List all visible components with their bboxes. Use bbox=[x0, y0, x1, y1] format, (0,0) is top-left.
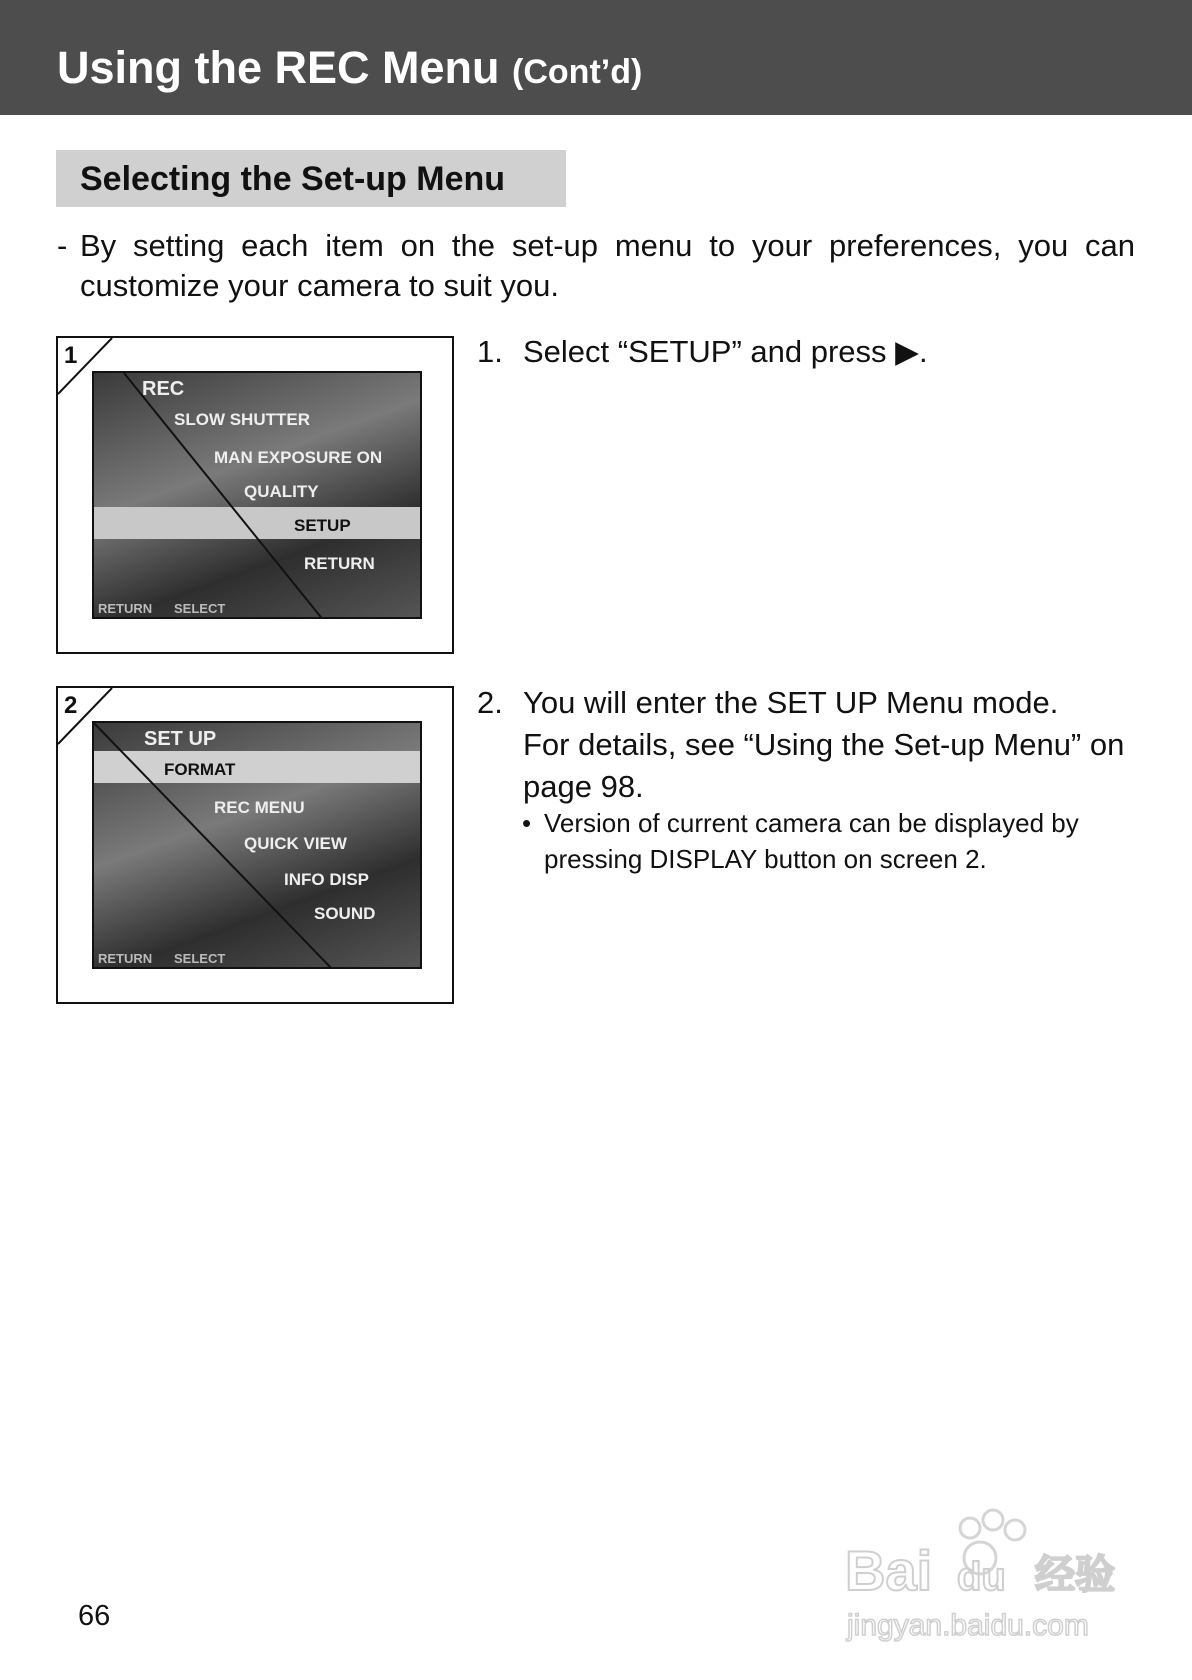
menu-title: SET UP bbox=[144, 728, 217, 750]
menu-item: INFO DISP bbox=[284, 870, 370, 889]
figure-number: 2 bbox=[64, 692, 78, 719]
svg-text:jingyan.baidu.com: jingyan.baidu.com bbox=[847, 1609, 1089, 1642]
figure-1 bbox=[56, 336, 454, 654]
menu-item: MAN EXPOSURE ON bbox=[214, 448, 383, 467]
menu-item-selected: SETUP bbox=[294, 516, 351, 535]
menu-item: QUALITY bbox=[244, 482, 319, 501]
figure-number: 1 bbox=[64, 342, 78, 369]
svg-text:经验: 经验 bbox=[1035, 1552, 1115, 1598]
menu-item: SLOW SHUTTER bbox=[174, 410, 310, 429]
selected-row-highlight bbox=[94, 507, 422, 539]
step-text: For details, see “Using the Set-up Menu” on bbox=[523, 727, 1125, 762]
step-1 bbox=[477, 331, 928, 373]
footer-label: RETURN bbox=[98, 601, 153, 616]
menu-title: REC bbox=[142, 378, 185, 400]
camera-screen-rec-menu bbox=[92, 371, 422, 619]
page-title bbox=[57, 42, 642, 94]
title-text: Using the REC Menu bbox=[57, 42, 500, 93]
bullet-mark: • bbox=[522, 808, 532, 838]
step-2 bbox=[477, 682, 1124, 808]
section-title: Selecting the Set-up Menu bbox=[80, 160, 506, 198]
section-heading bbox=[56, 150, 566, 207]
bullet-text: pressing DISPLAY button on screen 2. bbox=[544, 844, 987, 874]
step-text: Select “SETUP” and press ▶. bbox=[523, 334, 928, 369]
step-text: You will enter the SET UP Menu mode. bbox=[523, 685, 1059, 720]
svg-text:Bai: Bai bbox=[845, 1539, 933, 1602]
footer-label: SELECT bbox=[174, 601, 226, 616]
menu-item: SOUND bbox=[314, 904, 376, 923]
title-suffix: (Cont’d) bbox=[512, 53, 643, 91]
camera-screen-setup-menu bbox=[92, 721, 422, 969]
step-number: 1. bbox=[477, 334, 503, 369]
footer-label: SELECT bbox=[174, 951, 226, 966]
figure-2 bbox=[56, 686, 454, 1004]
baidu-watermark-logo bbox=[845, 1500, 1135, 1650]
bullet-text: Version of current camera can be displayed by bbox=[544, 808, 1079, 838]
dash: - bbox=[57, 228, 68, 263]
step-number: 2. bbox=[477, 685, 503, 720]
menu-item: QUICK VIEW bbox=[244, 834, 347, 853]
menu-item-selected: FORMAT bbox=[164, 760, 236, 779]
footer-label: RETURN bbox=[98, 951, 153, 966]
menu-item: REC MENU bbox=[214, 798, 305, 817]
menu-item: RETURN bbox=[304, 554, 375, 573]
page-header bbox=[0, 0, 1192, 115]
svg-text:du: du bbox=[957, 1555, 1006, 1599]
selected-row-highlight bbox=[94, 751, 422, 783]
intro-text: By setting each item on the set-up menu to your preferences, you can customize your camera to suit you. bbox=[80, 228, 1135, 303]
page-number: 66 bbox=[78, 1600, 111, 1632]
note-bullet bbox=[522, 805, 1079, 877]
intro-paragraph bbox=[57, 226, 1135, 306]
step-text: page 98. bbox=[523, 769, 644, 804]
